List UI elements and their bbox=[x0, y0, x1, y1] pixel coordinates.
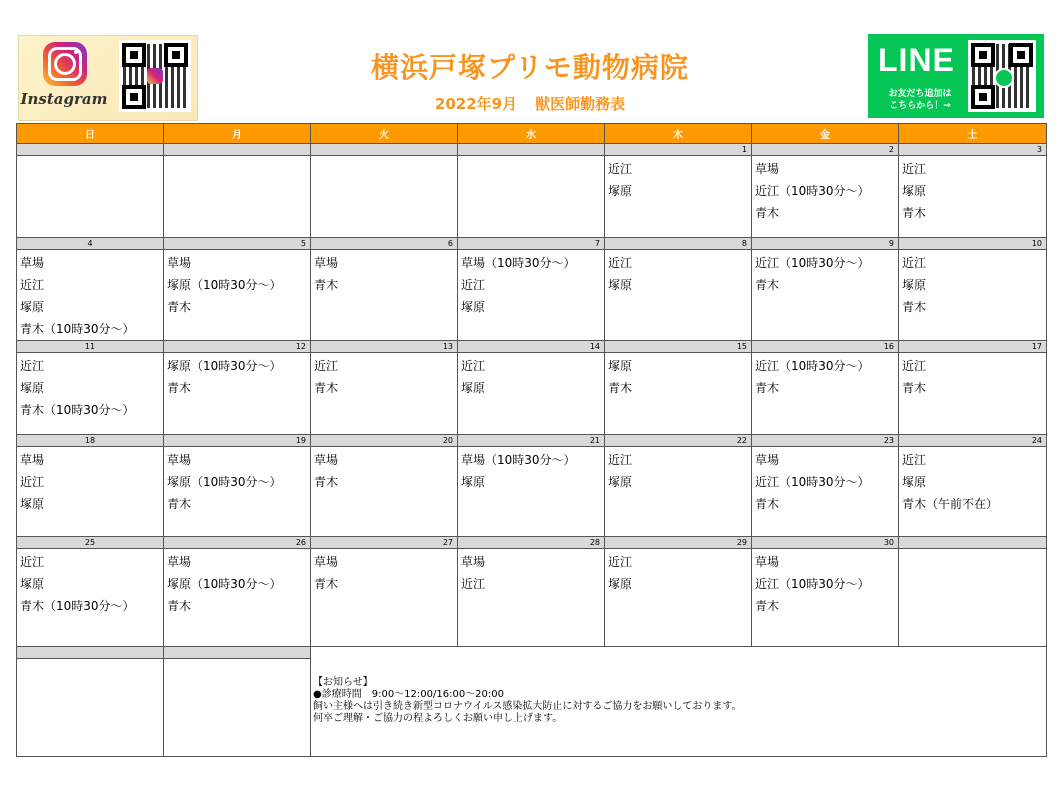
staff-entry: 草場 bbox=[20, 256, 45, 270]
line-add-friend-text bbox=[878, 88, 962, 112]
staff-entry: 青木 bbox=[167, 599, 192, 613]
day-cell bbox=[458, 250, 605, 341]
staff-entry: 塚原 bbox=[20, 300, 45, 314]
staff-entry: 近江 bbox=[314, 359, 339, 373]
date-number: 27 bbox=[311, 537, 458, 549]
date-number: 16 bbox=[752, 341, 899, 353]
staff-entry: 青木 bbox=[314, 381, 339, 395]
staff-entry: 近江 bbox=[902, 256, 927, 270]
page-title: 横浜戸塚プリモ動物病院 bbox=[371, 51, 689, 84]
date-number-row bbox=[17, 238, 1047, 250]
day-cell bbox=[311, 156, 458, 238]
staff-entry: 近江 bbox=[902, 162, 927, 176]
staff-entry: 塚原 bbox=[461, 300, 486, 314]
staff-entry: 青木 bbox=[167, 300, 192, 314]
day-cell bbox=[458, 156, 605, 238]
day-cell bbox=[899, 447, 1047, 537]
date-number: 14 bbox=[458, 341, 605, 353]
staff-entry: 塚原 bbox=[608, 184, 633, 198]
day-cell bbox=[458, 353, 605, 435]
weekday-thu: 木 bbox=[605, 124, 752, 144]
day-cell bbox=[17, 156, 164, 238]
day-cell bbox=[164, 447, 311, 537]
day-cell bbox=[899, 250, 1047, 341]
date-number: 30 bbox=[752, 537, 899, 549]
instagram-icon bbox=[43, 42, 87, 86]
date-number bbox=[458, 144, 605, 156]
date-number-row bbox=[17, 435, 1047, 447]
staff-entry: 草場 bbox=[314, 256, 339, 270]
day-cell bbox=[164, 353, 311, 435]
line-sub-text-2: こちらから！→ bbox=[889, 101, 951, 111]
staff-entry: 青木 bbox=[902, 381, 927, 395]
staff-entry: 青木 bbox=[902, 206, 927, 220]
staff-entry: 草場 bbox=[755, 555, 780, 569]
date-number: 25 bbox=[17, 537, 164, 549]
staff-entry: 近江 bbox=[608, 555, 633, 569]
date-number: 8 bbox=[605, 238, 752, 250]
date-number: 3 bbox=[899, 144, 1047, 156]
staff-row bbox=[17, 353, 1047, 435]
staff-entry: 塚原 bbox=[20, 381, 45, 395]
day-cell bbox=[605, 156, 752, 238]
day-cell bbox=[605, 447, 752, 537]
staff-entry: 近江 bbox=[461, 577, 486, 591]
date-number: 1 bbox=[605, 144, 752, 156]
date-number: 23 bbox=[752, 435, 899, 447]
staff-entry: 青木（10時30分～） bbox=[20, 403, 135, 417]
day-cell bbox=[605, 250, 752, 341]
staff-entry: 青木 bbox=[755, 599, 780, 613]
staff-entry: 近江 bbox=[902, 359, 927, 373]
staff-entry: 近江（10時30分～） bbox=[755, 256, 870, 270]
day-cell bbox=[899, 156, 1047, 238]
date-number: 4 bbox=[17, 238, 164, 250]
notice-hours: ●診療時間 9:00～12:00/16:00～20:00 bbox=[313, 689, 505, 700]
day-cell bbox=[458, 549, 605, 647]
staff-entry: 青木（10時30分～） bbox=[20, 322, 135, 336]
notice-heading: 【お知らせ】 bbox=[313, 677, 373, 688]
date-number: 26 bbox=[164, 537, 311, 549]
staff-entry: 青木（10時30分～） bbox=[20, 599, 135, 613]
staff-entry: 草場 bbox=[755, 453, 780, 467]
day-cell bbox=[605, 549, 752, 647]
date-number: 6 bbox=[311, 238, 458, 250]
date-number-row bbox=[17, 144, 1047, 156]
weekday-tue: 火 bbox=[311, 124, 458, 144]
date-number: 12 bbox=[164, 341, 311, 353]
line-sub-text-1: お友だち追加は bbox=[888, 89, 952, 99]
instagram-banner[interactable] bbox=[18, 35, 198, 121]
day-cell bbox=[311, 250, 458, 341]
weekday-sun: 日 bbox=[17, 124, 164, 144]
staff-entry: 青木 bbox=[167, 497, 192, 511]
empty-cell bbox=[164, 659, 311, 757]
staff-entry: 草場 bbox=[167, 555, 192, 569]
date-number: 10 bbox=[899, 238, 1047, 250]
staff-entry: 塚原 bbox=[20, 497, 45, 511]
staff-entry: 草場 bbox=[167, 256, 192, 270]
date-number: 28 bbox=[458, 537, 605, 549]
staff-entry: 近江（10時30分～） bbox=[755, 359, 870, 373]
staff-entry: 青木（午前不在） bbox=[902, 497, 999, 511]
instagram-label: Instagram bbox=[20, 90, 108, 108]
date-number-row bbox=[17, 537, 1047, 549]
staff-entry: 近江 bbox=[902, 453, 927, 467]
staff-row bbox=[17, 549, 1047, 647]
date-number: 18 bbox=[17, 435, 164, 447]
day-cell bbox=[752, 250, 899, 341]
date-number: 21 bbox=[458, 435, 605, 447]
empty-cell bbox=[17, 659, 164, 757]
day-cell bbox=[899, 549, 1047, 647]
staff-entry: 塚原 bbox=[902, 184, 927, 198]
empty-cell bbox=[164, 647, 311, 659]
date-number: 20 bbox=[311, 435, 458, 447]
date-number: 9 bbox=[752, 238, 899, 250]
instagram-small-icon bbox=[147, 68, 163, 84]
staff-entry: 塚原（10時30分～） bbox=[167, 475, 282, 489]
staff-entry: 青木 bbox=[314, 475, 339, 489]
day-cell bbox=[164, 156, 311, 238]
staff-entry: 近江 bbox=[20, 475, 45, 489]
day-cell bbox=[311, 447, 458, 537]
date-number bbox=[311, 144, 458, 156]
day-cell bbox=[899, 353, 1047, 435]
staff-entry: 近江 bbox=[20, 278, 45, 292]
notice-line-1: 飼い主様へは引き続き新型コロナウイルス感染拡大防止に対するご協力をお願いしております。 bbox=[313, 701, 742, 712]
date-number: 17 bbox=[899, 341, 1047, 353]
date-number bbox=[17, 144, 164, 156]
date-number bbox=[164, 144, 311, 156]
day-cell bbox=[458, 447, 605, 537]
date-number: 24 bbox=[899, 435, 1047, 447]
day-cell bbox=[17, 250, 164, 341]
staff-entry: 青木 bbox=[755, 381, 780, 395]
staff-entry: 塚原（10時30分～） bbox=[167, 577, 282, 591]
day-cell bbox=[17, 549, 164, 647]
day-cell bbox=[17, 353, 164, 435]
staff-entry: 塚原 bbox=[461, 381, 486, 395]
staff-entry: 塚原（10時30分～） bbox=[167, 278, 282, 292]
staff-row bbox=[17, 447, 1047, 537]
day-cell bbox=[311, 353, 458, 435]
date-number: 7 bbox=[458, 238, 605, 250]
staff-entry: 近江（10時30分～） bbox=[755, 475, 870, 489]
staff-entry: 青木 bbox=[902, 300, 927, 314]
staff-entry: 草場 bbox=[314, 453, 339, 467]
staff-entry: 青木 bbox=[608, 381, 633, 395]
notice-cell bbox=[311, 647, 1047, 757]
staff-entry: 近江 bbox=[20, 359, 45, 373]
staff-entry: 青木 bbox=[755, 206, 780, 220]
date-number: 13 bbox=[311, 341, 458, 353]
staff-entry: 青木 bbox=[755, 278, 780, 292]
weekday-wed: 水 bbox=[458, 124, 605, 144]
date-number: 2 bbox=[752, 144, 899, 156]
date-number-row bbox=[17, 341, 1047, 353]
day-cell bbox=[164, 250, 311, 341]
staff-entry: 塚原（10時30分～） bbox=[167, 359, 282, 373]
day-cell bbox=[752, 353, 899, 435]
staff-entry: 塚原 bbox=[608, 475, 633, 489]
staff-entry: 塚原 bbox=[608, 359, 633, 373]
staff-entry: 近江 bbox=[461, 278, 486, 292]
day-cell bbox=[605, 353, 752, 435]
staff-entry: 塚原 bbox=[608, 577, 633, 591]
line-qr-code[interactable] bbox=[968, 40, 1036, 112]
date-number: 11 bbox=[17, 341, 164, 353]
line-logo: LINE bbox=[878, 42, 955, 78]
date-number bbox=[899, 537, 1047, 549]
schedule-calendar bbox=[16, 123, 1047, 757]
staff-entry: 草場 bbox=[314, 555, 339, 569]
staff-entry: 青木 bbox=[755, 497, 780, 511]
day-cell bbox=[17, 447, 164, 537]
staff-entry: 近江 bbox=[608, 256, 633, 270]
date-number: 22 bbox=[605, 435, 752, 447]
staff-entry: 草場（10時30分～） bbox=[461, 453, 576, 467]
instagram-qr-code[interactable] bbox=[119, 40, 191, 112]
date-number: 5 bbox=[164, 238, 311, 250]
staff-entry: 草場 bbox=[20, 453, 45, 467]
staff-entry: 草場 bbox=[167, 453, 192, 467]
staff-entry: 近江（10時30分～） bbox=[755, 577, 870, 591]
empty-cell bbox=[17, 647, 164, 659]
subtitle-month: 2022年9月 bbox=[434, 95, 518, 113]
staff-entry: 青木 bbox=[314, 278, 339, 292]
staff-entry: 草場 bbox=[461, 555, 486, 569]
page-subtitle bbox=[300, 93, 760, 114]
staff-entry: 青木 bbox=[167, 381, 192, 395]
subtitle-doc: 獣医師勤務表 bbox=[535, 95, 626, 113]
weekday-mon: 月 bbox=[164, 124, 311, 144]
staff-entry: 塚原 bbox=[461, 475, 486, 489]
notice-line-2: 何卒ご理解・ご協力の程よろしくお願い申し上げます。 bbox=[313, 713, 563, 724]
staff-entry: 草場（10時30分～） bbox=[461, 256, 576, 270]
staff-entry: 近江（10時30分～） bbox=[755, 184, 870, 198]
staff-entry: 塚原 bbox=[20, 577, 45, 591]
staff-entry: 近江 bbox=[608, 162, 633, 176]
staff-entry: 青木 bbox=[314, 577, 339, 591]
notice bbox=[311, 647, 1046, 725]
staff-entry: 塚原 bbox=[902, 278, 927, 292]
staff-entry: 塚原 bbox=[902, 475, 927, 489]
weekday-sat: 土 bbox=[899, 124, 1047, 144]
notice-header-row bbox=[17, 647, 1047, 659]
staff-row bbox=[17, 156, 1047, 238]
date-number: 29 bbox=[605, 537, 752, 549]
line-small-icon bbox=[994, 68, 1014, 88]
line-banner[interactable] bbox=[868, 34, 1044, 118]
day-cell bbox=[752, 549, 899, 647]
day-cell bbox=[752, 447, 899, 537]
staff-entry: 近江 bbox=[461, 359, 486, 373]
weekday-header-row bbox=[17, 124, 1047, 144]
staff-entry: 近江 bbox=[608, 453, 633, 467]
staff-entry: 草場 bbox=[755, 162, 780, 176]
staff-entry: 塚原 bbox=[608, 278, 633, 292]
staff-row bbox=[17, 250, 1047, 341]
weekday-fri: 金 bbox=[752, 124, 899, 144]
date-number: 19 bbox=[164, 435, 311, 447]
day-cell bbox=[752, 156, 899, 238]
date-number: 15 bbox=[605, 341, 752, 353]
staff-entry: 近江 bbox=[20, 555, 45, 569]
day-cell bbox=[311, 549, 458, 647]
day-cell bbox=[164, 549, 311, 647]
